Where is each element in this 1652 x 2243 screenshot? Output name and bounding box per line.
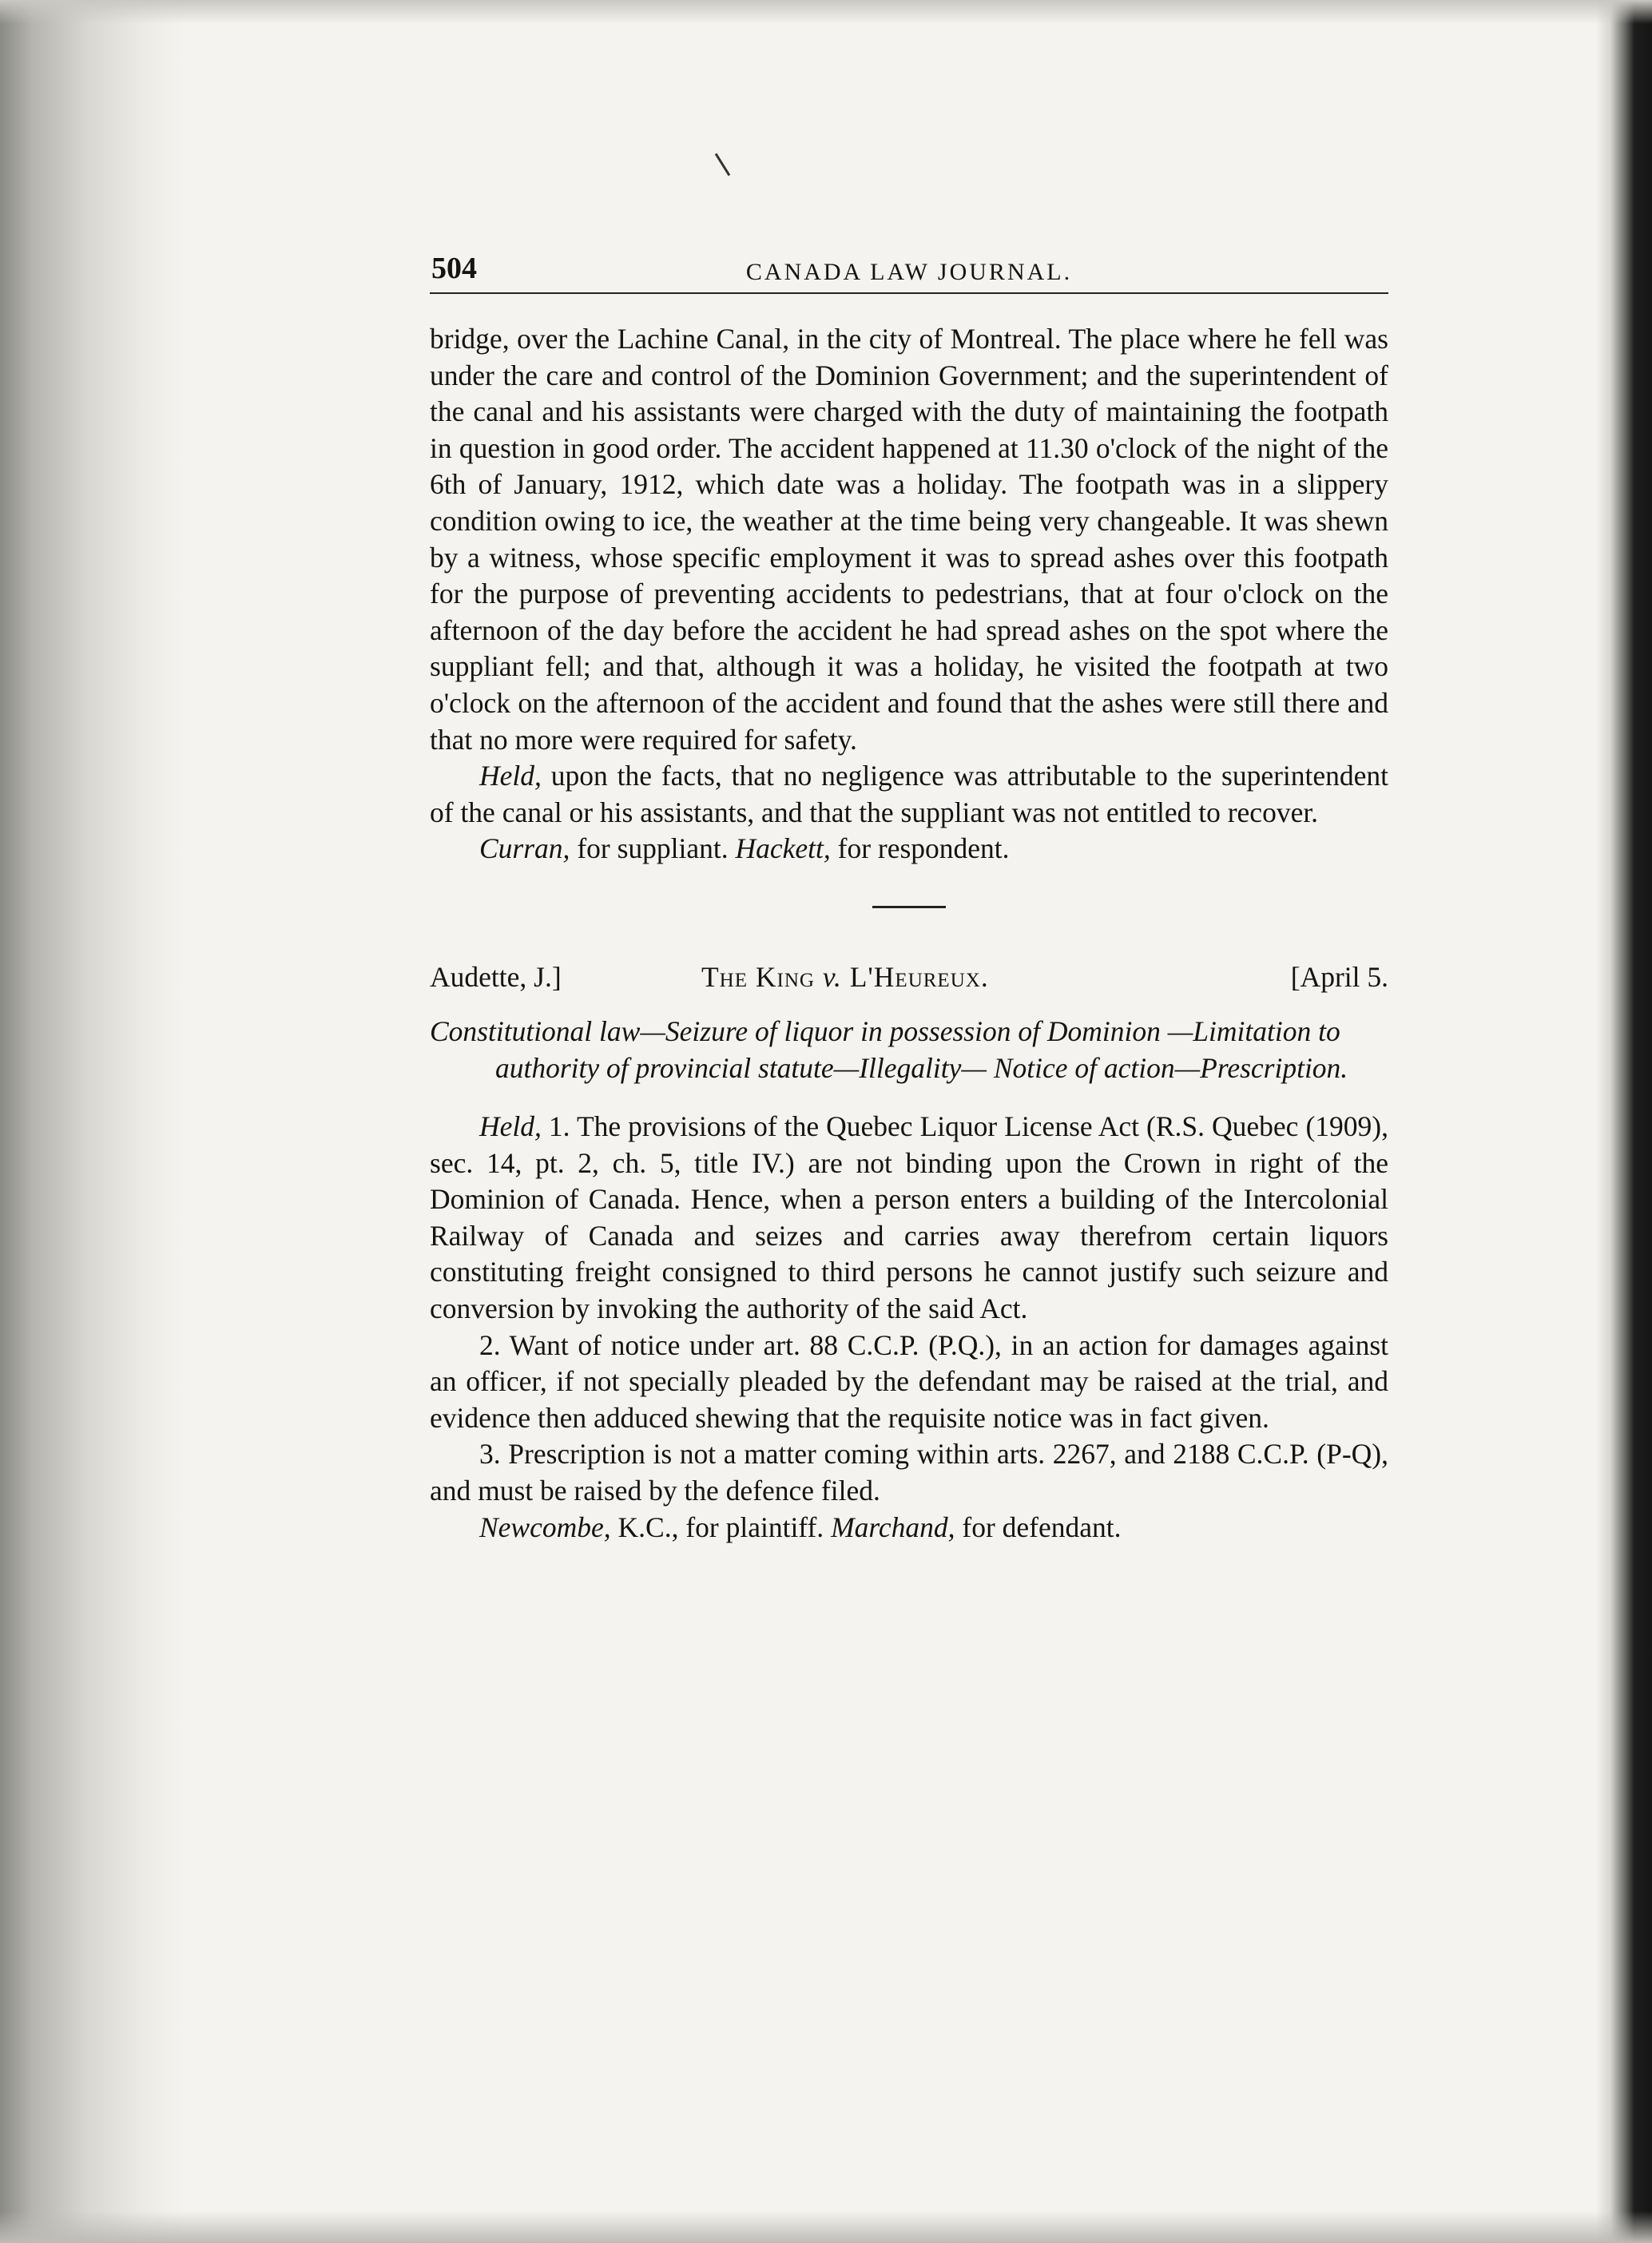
counsel-name: Hackett, — [735, 832, 831, 865]
first-case-counsel — [430, 831, 1388, 867]
counsel-name: Newcombe, — [479, 1511, 611, 1543]
held-text: upon the facts, that no negligence was attributable to the superintendent of the canal or his assistants, and that the suppliant was not entitled to recover. — [430, 760, 1388, 828]
header-rule — [430, 292, 1388, 294]
held-label: Held, — [479, 1110, 542, 1143]
holding-3: 3. Prescription is not a matter coming within arts. 2267, and 2188 C.C.P. (P-Q), and must be raised by the defence filed. — [430, 1438, 1388, 1507]
held-label: Held, — [479, 760, 542, 792]
running-head: CANADA LAW JOURNAL. — [745, 259, 1073, 285]
counsel-role: for defendant. — [955, 1511, 1122, 1543]
headnote: Constitutional law—Seizure of liquor in possession of Dominion —Limitation to authority of provincial statute—Illegality— Notice of action—Prescription. — [430, 1014, 1348, 1084]
case-heading — [430, 959, 1388, 999]
party-plaintiff: The King — [701, 960, 815, 993]
section-separator — [872, 906, 946, 908]
scan-edge-left — [0, 0, 184, 2243]
versus: v. — [822, 960, 842, 993]
counsel-name: Marchand, — [831, 1511, 955, 1543]
page-number: 504 — [431, 252, 477, 285]
holding-1 — [430, 1109, 1388, 1328]
scan-edge-top — [0, 0, 1652, 24]
counsel-role: for respondent. — [830, 832, 1010, 865]
first-case-facts: bridge, over the Lachine Canal, in the city of Montreal. The place where he fell was under the care and control of the Dominion Government; and the superintendent of the canal and his assistants were charged with the duty of maintaining the footpath in question in good order. The accident happened at 11.30 o'clock of the night of the 6th of January, 1912, which date was a holiday. The footpath was in a slippery condition owing to ice, the weather at the time being very changeable. It was shewn by a witness, whose specific employment it was to spread ashes over this footpath for the purpose of preventing accidents to pedestrians, that at four o'clock on the afternoon of the day before the accident he had spread ashes on the spot where the suppliant fell; and that, although it was a holiday, he visited the footpath at two o'clock on the afternoon of the accident and found that the ashes were still there and that no more were required for safety. — [430, 323, 1388, 756]
holding-1-text: 1. The provisions of the Quebec Liquor License Act (R.S. Quebec (1909), sec. 14, pt. 2, ch. 5, title IV.) are not binding upon the Crown in right of the Dominion of Canada. Hence, when a person enters a building of the Intercolonial Railway of Canada and seizes and carries away therefrom certain liquors constituting freight consigned to third persons he cannot justify such seizure and conversion by invoking the authority of the said Act. — [430, 1110, 1388, 1325]
counsel-name: Curran, — [479, 832, 570, 865]
first-case-held — [430, 758, 1388, 831]
second-case-counsel — [430, 1510, 1388, 1546]
second-case — [430, 959, 1388, 1546]
counsel-role: for suppliant. — [570, 832, 736, 865]
scan-edge-bottom — [0, 2211, 1652, 2243]
case-title — [701, 959, 989, 996]
page-header — [430, 240, 1388, 288]
first-case — [430, 321, 1388, 867]
holding-2: 2. Want of notice under art. 88 C.C.P. (P.Q.), in an action for damages against an officer, if not specially pleaded by the defendant may be raised at the trial, and evidence then adduced shewing that the requisite notice was in fact given. — [430, 1328, 1388, 1434]
journal-page — [430, 240, 1388, 1546]
counsel-role: K.C., for plaintiff. — [610, 1511, 832, 1543]
judge-name: Audette, J.] — [430, 960, 562, 993]
scan-edge-right — [1596, 0, 1652, 2243]
stray-ink-mark — [715, 153, 731, 177]
case-date: [April 5. — [1290, 960, 1388, 993]
party-defendant: L'Heureux. — [849, 960, 989, 993]
